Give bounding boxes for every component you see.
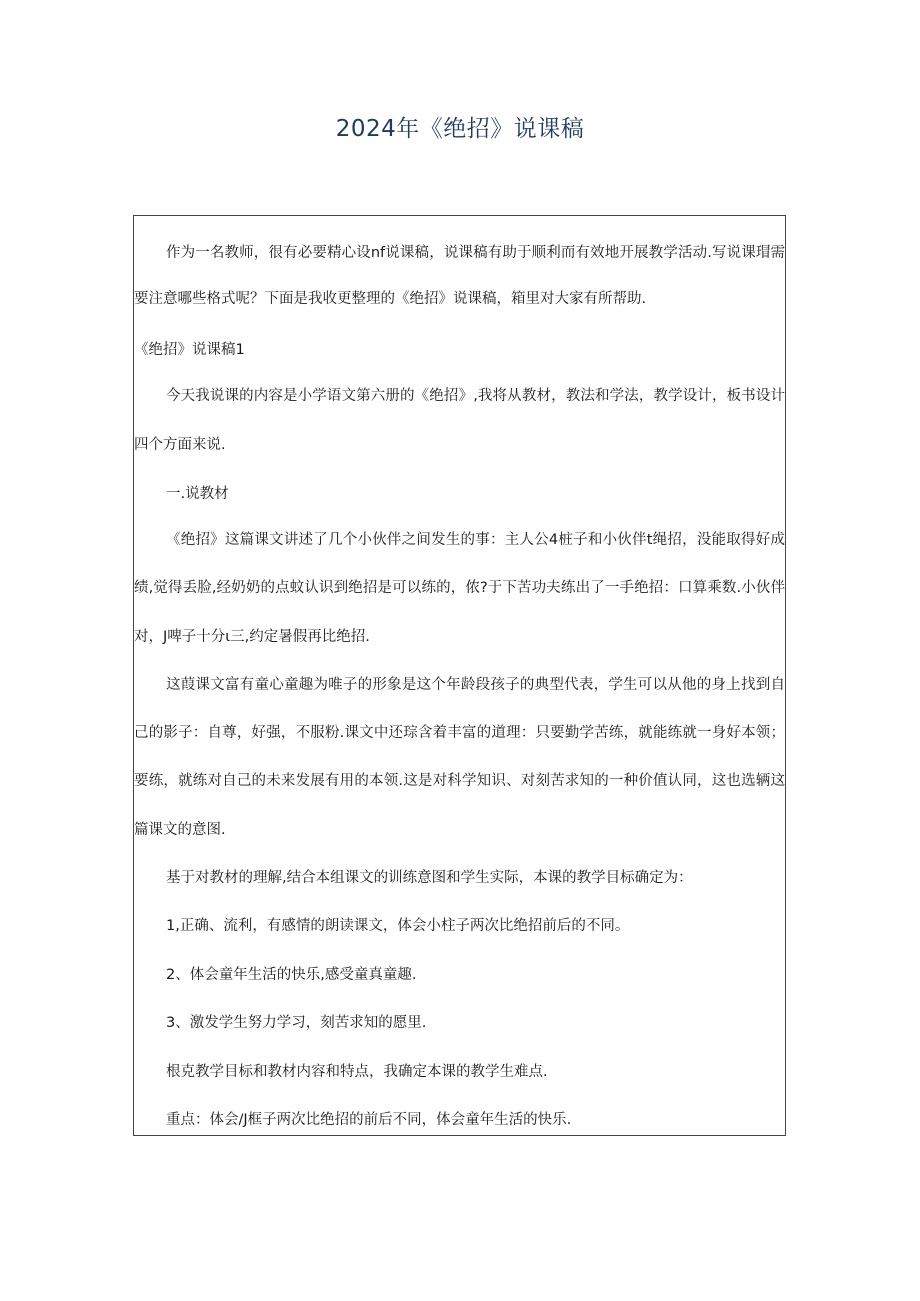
paragraph-line: 基于对教材的理解,结合本组课文的训练意图和学生实际，本课的教学目标确定为： bbox=[166, 870, 693, 886]
paragraph-line: 《绝招》这篇课文讲述了几个小伙伴之间发生的事：主人公4桩子和小伙伴t绳招，没能取得好成 bbox=[166, 532, 785, 548]
paragraph-line: 己的影子：自尊，好强，不服粉.课文中还琮含着丰富的道理：只要勤学苦练，就能练就一身好本领； bbox=[134, 725, 785, 741]
list-item: 2、体会童年生活的快乐,感受童真童趣. bbox=[166, 967, 417, 983]
list-item: 3、激发学生努力学习，刻苦求知的愿里. bbox=[166, 1015, 427, 1031]
paragraph-line: 四个方面来说. bbox=[134, 437, 226, 453]
paragraph-line: 对，J啤子十分ι三,约定暑假再比绝招. bbox=[134, 629, 370, 645]
paragraph-line: 要练，就练对自己的未来发展有用的本领.这是对科学知识、对刻苦求知的一种价值认同，这也选辆这 bbox=[134, 773, 785, 789]
paragraph-line: 要注意哪些格式呢？下面是我收更整理的《绝招》说课稿，箱里对大家有所帮助. bbox=[134, 291, 647, 307]
paragraph-line: 重点：体会/J框子两次比绝招的前后不同，体会童年生活的快乐. bbox=[166, 1112, 572, 1128]
paragraph-line: 今天我说课的内容是小学语文第六册的《绝招》,我将从教材，教法和学法，教学设计，板书设计 bbox=[166, 388, 785, 404]
document-body bbox=[133, 215, 786, 1136]
paragraph-line: 这葭课文富有童心童趣为唯子的形象是这个年龄段孩子的典型代表，学生可以从他的身上找到自 bbox=[166, 677, 785, 693]
paragraph-line: 篇课文的意图. bbox=[134, 822, 226, 838]
page-title: 2024年《绝招》说课稿 bbox=[335, 116, 585, 142]
paragraph-line: 根克教学目标和教材内容和特点，我确定本课的教学生难点. bbox=[166, 1064, 548, 1080]
paragraph-line: 作为一名教师，很有必要精心设nf说课稿，说课稿有助于顺利而有效地开展教学活动.写说课瑁需 bbox=[166, 245, 785, 261]
section-heading: 一.说教材 bbox=[166, 486, 229, 502]
paragraph-line: 绩,觉得丢脸,经奶奶的点蚊认识到绝招是可以练的，侬?于下苦功夫练出了一手绝招：口算乘数.小伙伴 bbox=[134, 580, 785, 596]
section-heading: 《绝招》说课稿1 bbox=[134, 342, 245, 358]
list-item: 1,正确、流利，有感情的朗读课文，体会小柱子两次比绝招前后的不同。 bbox=[166, 918, 630, 934]
